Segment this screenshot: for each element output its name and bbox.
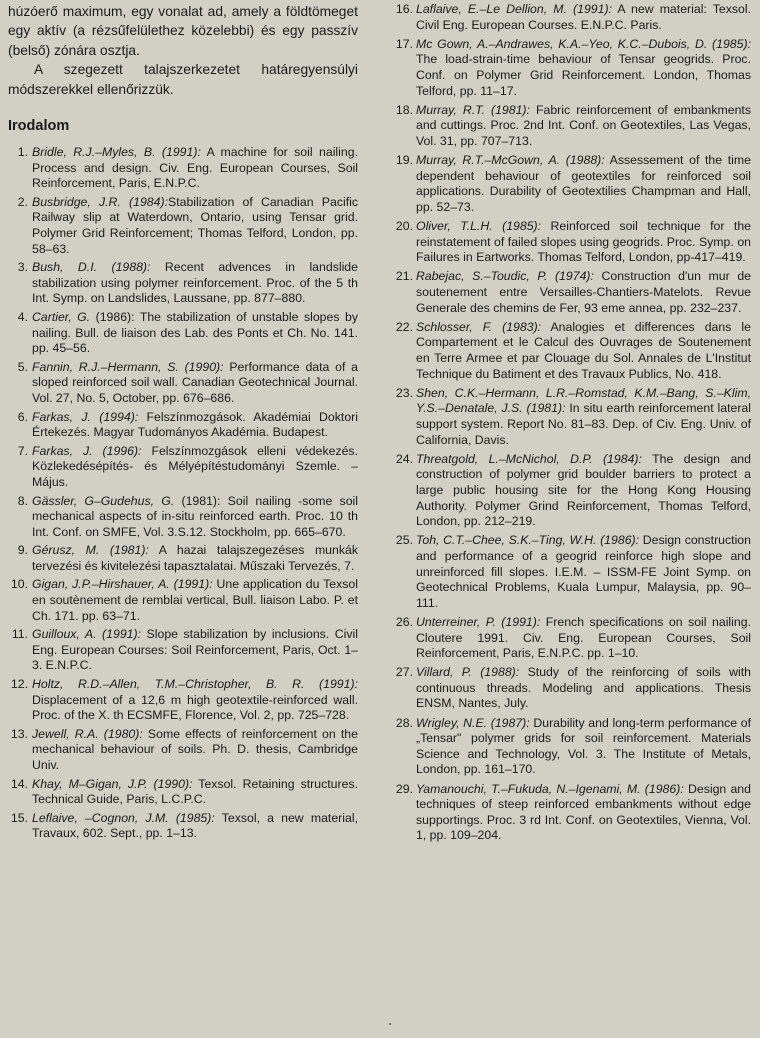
reference-text: Felszínmozgások elleni védekezés. Közlekedésépítés- és Mélyépítéstudományi Szemle. – Május. bbox=[32, 443, 358, 489]
reference-authors: Oliver, T.L.H. (1985): bbox=[416, 219, 542, 234]
reference-authors: Fannin, R.J.–Hermann, S. (1990): bbox=[32, 359, 224, 374]
reference-list-left bbox=[8, 145, 358, 842]
reference-list-right bbox=[393, 2, 751, 844]
reference-number: 14. bbox=[10, 776, 28, 791]
reference-item bbox=[393, 320, 751, 382]
reference-number: 5. bbox=[17, 359, 28, 374]
reference-item bbox=[8, 195, 358, 257]
reference-number: 4. bbox=[17, 309, 28, 324]
reference-authors: Schlosser, F. (1983): bbox=[416, 319, 542, 334]
reference-item bbox=[8, 360, 358, 407]
reference-text: The design and construction of polymer grid boulder barriers to protect a large public housing site for the Hong Kong Housing Authority. Polymer Grind Reinforcement, Thomas Telford, London, pp. 212–219. bbox=[416, 451, 751, 529]
reference-item bbox=[8, 260, 358, 307]
reference-item bbox=[8, 577, 358, 624]
reference-authors: Gässler, G–Gudehus, G. bbox=[32, 493, 175, 508]
reference-authors: Busbridge, J.R. (1984): bbox=[32, 194, 168, 209]
reference-text: In situ earth reinforcement lateral support system. Report No. 81–83. Dep. of Civ. Eng. Univ. of California, Davis. bbox=[416, 401, 751, 447]
reference-text: Design construction and performance of a geogrid reinforce high slope and unreinforced fill slopes. I.E.M. – ISSM-FE Joint Symp. on Geotechnical Problems, Kuala Lumpur, Malaysia, pp. 90–111. bbox=[416, 533, 751, 610]
reference-number: 9. bbox=[17, 543, 28, 558]
reference-item bbox=[8, 543, 358, 574]
page-dot-mark bbox=[389, 1023, 391, 1025]
references-heading: Irodalom bbox=[8, 118, 70, 135]
reference-number: 16. bbox=[395, 2, 413, 16]
reference-authors: Farkas, J. (1994): bbox=[32, 409, 139, 424]
reference-item bbox=[8, 494, 358, 541]
reference-text: Felszínmozgások. Akadémiai Doktori Értekezés. Magyar Tudományos Akadémia. Budapest. bbox=[32, 409, 358, 440]
reference-item bbox=[393, 452, 751, 530]
reference-number: 26. bbox=[395, 614, 413, 629]
reference-number: 19. bbox=[395, 153, 413, 168]
reference-number: 22. bbox=[395, 319, 413, 334]
reference-number: 15. bbox=[10, 810, 28, 825]
reference-authors: Villard, P. (1988): bbox=[416, 665, 520, 680]
reference-authors: Toh, C.T.–Chee, S.K.–Ting, W.H. (1986): bbox=[416, 533, 640, 548]
reference-authors: Mc Gown, A.–Andrawes, K.A.–Yeo, K.C.–Dubois, D. (1985): bbox=[416, 36, 751, 51]
reference-number: 7. bbox=[17, 443, 28, 458]
reference-number: 11. bbox=[11, 627, 28, 642]
reference-text: A hazai talajszegezéses munkák tervezési és kivitelezési tapasztalatai. Műszaki Tervezés, 7. bbox=[32, 543, 358, 573]
reference-text: Performance data of a sloped reinforced soil wall. Canadian Geotechnical Journal. Vol. 27, No. 5, October, pp. 676–686. bbox=[32, 359, 358, 405]
reference-number: 29. bbox=[395, 781, 413, 796]
reference-text: Texsol. Retaining structures. Technical Guide, Paris, L.C.P.C. bbox=[32, 776, 358, 807]
reference-text: Study of the reinforcing of soils with continuous threads. Modeling and applications. Thesis ENSM, Nantes, July. bbox=[416, 665, 751, 711]
reference-text: Reinforced soil technique for the reinstatement of failed slopes using geogrids. Proc. Symp. on Failures in Eartworks. Thomas Telford, London, pp-417–419. bbox=[416, 219, 751, 265]
reference-item bbox=[8, 777, 358, 808]
reference-number: 1. bbox=[17, 145, 28, 160]
reference-item bbox=[393, 386, 751, 448]
reference-item bbox=[393, 533, 751, 611]
right-column bbox=[393, 2, 751, 848]
reference-item bbox=[8, 410, 358, 441]
reference-authors: Unterreiner, P. (1991): bbox=[416, 614, 541, 629]
reference-item bbox=[393, 2, 751, 33]
reference-text: (1981): Soil nailing -some soil mechanical aspects of in-situ reinforced earth. Proc. 10 th Int. Conf. on SMFE, Vol. 3.S.12. Stockholm, pp. 665–670. bbox=[32, 493, 359, 539]
intro-paragraph-1: húzóerő maximum, egy vonalat ad, amely a földtömeget egy aktív (a rézsűfelülethez közelebbi) és egy passzív (belső) zónára osztja. bbox=[8, 4, 358, 58]
reference-authors: Jewell, R.A. (1980): bbox=[32, 726, 143, 741]
reference-text: Construction d'un mur de soutenement entre Versailles-Chantiers-Matelots. Revue Generale des chemins de Fer, 93 eme annea, pp. 232–237. bbox=[416, 269, 751, 315]
reference-authors: Threatgold, L.–McNichol, D.P. (1984): bbox=[416, 451, 642, 466]
reference-item bbox=[8, 627, 358, 674]
reference-authors: Murray, R.T.–McGown, A. (1988): bbox=[416, 153, 605, 168]
reference-number: 6. bbox=[17, 409, 28, 424]
reference-authors: Khay, M–Gigan, J.P. (1990): bbox=[32, 776, 193, 791]
reference-authors: Holtz, R.D.–Allen, T.M.–Christopher, B. R. (1991): bbox=[32, 677, 358, 692]
reference-text: Assessement of the time dependent behaviour of geotextiles for reinforced soil applications. Durability of Geotextilies Champman and Hall, pp. 52–73. bbox=[416, 153, 751, 214]
reference-item bbox=[393, 219, 751, 266]
reference-item bbox=[393, 716, 751, 778]
reference-item bbox=[393, 153, 751, 215]
reference-number: 23. bbox=[395, 385, 413, 400]
reference-item bbox=[393, 269, 751, 316]
reference-number: 8. bbox=[17, 493, 28, 508]
reference-authors: Murray, R.T. (1981): bbox=[416, 102, 530, 117]
reference-item bbox=[8, 811, 358, 842]
reference-number: 12. bbox=[10, 677, 28, 692]
reference-authors: Shen, C.K.–Hermann, L.R.–Romstad, K.M.–Bang, S.–Klim, Y.S.–Denatale, J.S. (1981): bbox=[416, 385, 751, 416]
reference-item bbox=[8, 727, 358, 774]
reference-number: 13. bbox=[10, 726, 28, 741]
reference-authors: Yamanouchi, T.–Fukuda, N.–Igenami, M. (1986): bbox=[416, 781, 684, 796]
reference-number: 28. bbox=[395, 715, 413, 730]
reference-number: 3. bbox=[17, 260, 28, 275]
reference-authors: Cartier, G. bbox=[32, 309, 91, 324]
reference-authors: Bridle, R.J.–Myles, B. (1991): bbox=[32, 145, 201, 160]
reference-text: Some effects of reinforcement on the mechanical behaviour of soils. Ph. D. thesis, Cambridge Univ. bbox=[32, 726, 358, 772]
reference-item bbox=[393, 665, 751, 712]
reference-item bbox=[393, 615, 751, 662]
reference-authors: Laflaive, E.–Le Dellion, M. (1991): bbox=[416, 2, 612, 16]
reference-authors: Rabejac, S.–Toudic, P. (1974): bbox=[416, 269, 594, 284]
reference-text: French specifications on soil nailing. Cloutere 1991. Civ. Eng. European Courses, Soil Reinforcement, Paris, E.N.P.C. pp. 1–10. bbox=[416, 614, 751, 661]
reference-text: Displacement of a 12,6 m high geotextile-reinforced wall. Proc. of the X. th ECSMFE, Florence, Vol. 2, pp. 725–728. bbox=[32, 692, 358, 723]
reference-text: A new material: Texsol. Civil Eng. European Courses. E.N.P.C. Paris. bbox=[416, 2, 751, 32]
reference-text: Durability and long-term performance of „Tensar" polymer grids for soil reinforcement. Materials Science and Technology, Vol. 3. The Institute of Metals, London, pp. 161–170. bbox=[416, 715, 751, 777]
reference-number: 24. bbox=[395, 451, 413, 466]
reference-text: Design and techniques of steep reinforced embankments without edge supportings. Proc. 3 rd Int. Conf. on Geotextiles, Vienna, Vol. 1, pp. 109–204. bbox=[416, 781, 751, 843]
reference-item bbox=[393, 782, 751, 844]
reference-text: Slope stabilization by inclusions. Civil Eng. European Courses: Soil Reinforcement, Paris, Oct. 1–3. E.N.P.C. bbox=[32, 627, 358, 673]
reference-text: Une application du Texsol en soutènement de remblai vertical, Bull. liaison Labo. P. et Ch. 171. pp. 63–71. bbox=[32, 577, 358, 623]
reference-number: 25. bbox=[395, 533, 413, 548]
reference-authors: Gérusz, M. (1981): bbox=[32, 543, 149, 558]
reference-item bbox=[393, 103, 751, 150]
reference-number: 10. bbox=[10, 577, 28, 592]
reference-text: The load-strain-time behaviour of Tensar geogrids. Proc. Conf. on Polymer Grid Reinforcement. London, Thomas Telford, pp. 11–17. bbox=[416, 52, 751, 98]
reference-authors: Guilloux, A. (1991): bbox=[32, 627, 142, 642]
reference-number: 27. bbox=[395, 665, 413, 680]
reference-text: (1986): The stabilization of unstable slopes by nailing. Bull. de liaison des Lab. des Ponts et Ch. No. 141. pp. 45–56. bbox=[32, 309, 358, 356]
reference-number: 20. bbox=[395, 219, 413, 234]
reference-item bbox=[393, 37, 751, 99]
reference-authors: Farkas, J. (1996): bbox=[32, 443, 142, 458]
reference-number: 2. bbox=[17, 194, 28, 209]
reference-text: Fabric reinforcement of embankments and cuttings. Proc. 2nd Int. Conf. on Geotextiles, Las Vegas, Vol. 31, pp. 707–713. bbox=[416, 102, 751, 148]
reference-text: Analogies et differences dans le Compartement et le Calcul des Ouvrages de Soutenement en Terre Armee et par Clouage du Sol. Annales de L'Institut Technique du Batiment et des Travaux Publics, No. 418. bbox=[416, 319, 751, 381]
reference-item bbox=[8, 444, 358, 491]
reference-number: 18. bbox=[395, 102, 413, 117]
reference-authors: Gigan, J.P.–Hirshauer, A. (1991): bbox=[32, 577, 213, 592]
reference-authors: Wrigley, N.E. (1987): bbox=[416, 715, 530, 730]
reference-text: Recent advences in landslide stabilization using polymer reinforcement. Proc. of the 5 th Int. Symp. on Landslides, Laussane, pp. 877–880. bbox=[32, 260, 358, 306]
reference-text: Stabilization of Canadian Pacific Railway slip at Waterdown, Ontario, using Tensar grid. Polymer Grid Reinforcement; Thomas Telford, London, pp. 58–63. bbox=[32, 194, 358, 256]
reference-text: Texsol, a new material, Travaux, 602. Sept., pp. 1–13. bbox=[32, 810, 358, 841]
reference-item bbox=[8, 310, 358, 357]
reference-item bbox=[8, 145, 358, 192]
reference-item bbox=[8, 677, 358, 724]
reference-number: 17. bbox=[395, 36, 413, 51]
intro-paragraph-2: A szegezett talajszerkezetet határegyensúlyi módszerekkel ellenőrizzük. bbox=[8, 62, 358, 97]
left-column bbox=[8, 2, 358, 845]
reference-number: 21. bbox=[395, 269, 413, 284]
reference-authors: Bush, D.I. (1988): bbox=[32, 260, 151, 275]
reference-authors: Leflaive, –Cognon, J.M. (1985): bbox=[32, 810, 215, 825]
reference-text: A machine for soil nailing. Process and design. Civ. Eng. European Courses, Soil Reinforcement, Paris, E.N.P.C. bbox=[32, 145, 358, 191]
